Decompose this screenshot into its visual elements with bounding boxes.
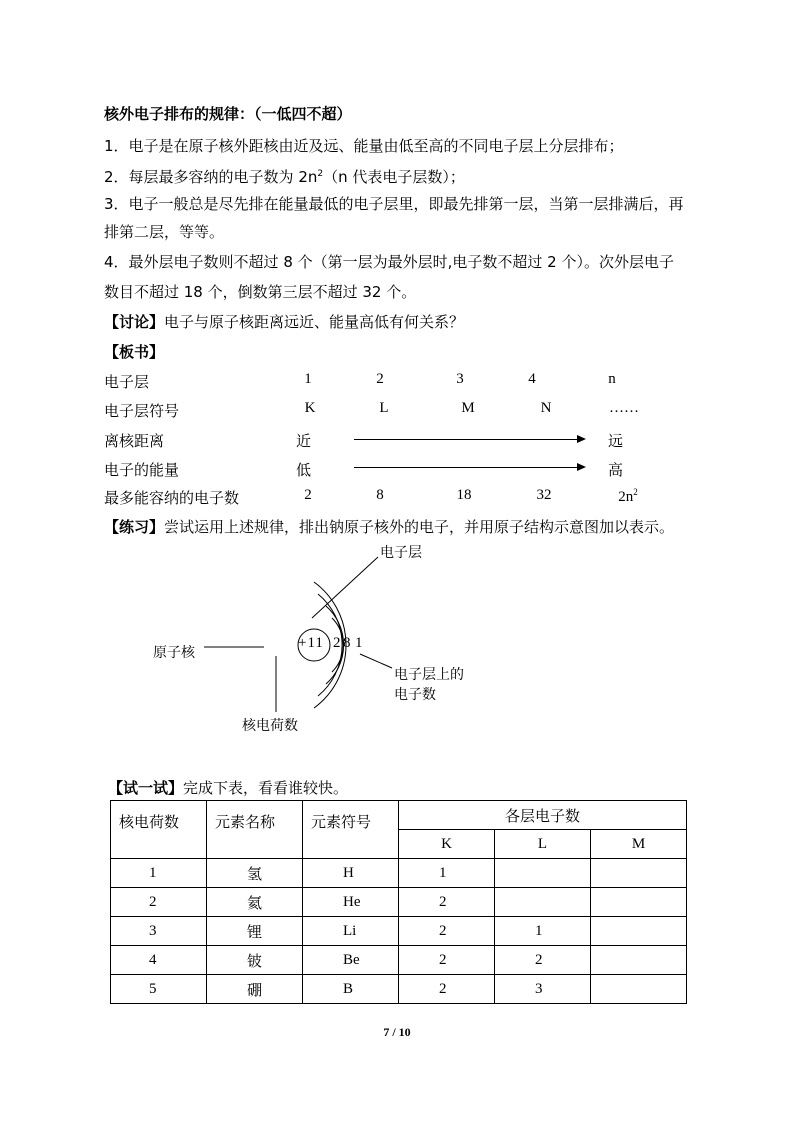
board-cell: ……	[609, 400, 639, 416]
cell-l[interactable]: 3	[495, 975, 591, 1004]
cell-charge: 1	[111, 859, 207, 888]
board-cell: L	[379, 400, 389, 416]
trial-tag: 【试一试】	[108, 779, 184, 797]
electron-count-label-1: 电子层上的	[394, 667, 464, 683]
board-row-shell	[104, 371, 664, 395]
board-cell: M	[461, 400, 475, 416]
atom-structure-diagram	[0, 535, 794, 745]
board-cell: 4	[528, 371, 536, 387]
shell-count: 1	[355, 635, 363, 651]
board-cell: 32	[536, 487, 552, 503]
cell-name: 铍	[207, 946, 303, 975]
cell-charge: 5	[111, 975, 207, 1004]
board-cell: 2	[304, 487, 312, 503]
board-tag: 【板书】	[104, 343, 165, 361]
board-row-symbol	[104, 400, 664, 424]
cell-name: 锂	[207, 917, 303, 946]
shell-count: 8	[343, 635, 351, 651]
page-number: 7 / 10	[383, 1025, 411, 1039]
rule-4b: 数目不超过 18 个，倒数第三层不超过 32 个。	[104, 283, 417, 301]
board-cell: K	[304, 400, 316, 416]
charge-label: 核电荷数	[242, 718, 298, 734]
table-row	[111, 946, 687, 975]
board-cell-base: 2n	[618, 489, 634, 505]
cell-k[interactable]: 2	[399, 946, 495, 975]
rule-2-post: （n 代表电子层数）；	[323, 168, 465, 186]
header-charge: 核电荷数	[111, 801, 207, 859]
rule-2	[104, 164, 465, 187]
cell-k[interactable]: 2	[399, 975, 495, 1004]
exercise-tag: 【练习】	[104, 518, 165, 536]
board-end: 高	[608, 461, 624, 479]
cell-k[interactable]: 1	[399, 859, 495, 888]
rule-2-sup: 2	[317, 169, 324, 179]
discussion-tag: 【讨论】	[104, 313, 165, 331]
shell-pointer-line	[312, 557, 378, 618]
cell-l[interactable]: 1	[495, 917, 591, 946]
arrow-right-icon	[354, 467, 584, 468]
cell-l[interactable]	[495, 888, 591, 917]
exercise-text: 尝试运用上述规律，排出钠原子核外的电子，并用原子结构示意图加以表示。	[164, 518, 675, 536]
cell-charge: 2	[111, 888, 207, 917]
cell-k[interactable]: 2	[399, 888, 495, 917]
cell-l[interactable]: 2	[495, 946, 591, 975]
board-row-label: 电子层符号	[104, 402, 180, 420]
board-row-capacity	[104, 487, 664, 511]
cell-symbol: Li	[303, 917, 399, 946]
header-symbol: 元素符号	[303, 801, 399, 859]
cell-charge: 3	[111, 917, 207, 946]
board-row-label: 离核距离	[104, 432, 165, 450]
table-row	[111, 975, 687, 1004]
board-row-label: 电子层	[104, 373, 150, 391]
header-m: M	[591, 830, 687, 859]
board-cell: N	[540, 400, 552, 416]
rule-3b: 排第二层，等等。	[104, 223, 225, 241]
board-row-label: 最多能容纳的电子数	[104, 489, 240, 507]
cell-name: 氦	[207, 888, 303, 917]
rule-1: 1．电子是在原子核外距核由近及远、能量由低至高的不同电子层上分层排布；	[104, 137, 624, 155]
nucleus-charge: +11	[298, 635, 324, 651]
header-l: L	[495, 830, 591, 859]
board-cell-sup: 2	[633, 487, 638, 497]
board-start: 低	[296, 461, 312, 479]
discussion-text: 电子与原子核距离远近、能量高低有何关系？	[164, 313, 465, 331]
table-row	[111, 859, 687, 888]
cell-name: 硼	[207, 975, 303, 1004]
board-cell: 3	[456, 371, 464, 387]
nucleus-label: 原子核	[153, 645, 195, 661]
electron-count-pointer-line	[360, 654, 392, 668]
table-row	[111, 888, 687, 917]
board-cell	[606, 487, 650, 506]
board-cell: 2	[376, 371, 384, 387]
board-end: 远	[608, 432, 624, 450]
board-start: 近	[296, 432, 312, 450]
table-row	[111, 917, 687, 946]
trial	[108, 778, 348, 798]
cell-name: 氢	[207, 859, 303, 888]
shell-label: 电子层	[380, 545, 422, 561]
board-row-energy	[104, 459, 664, 483]
board-cell: 18	[456, 487, 472, 503]
cell-m[interactable]	[591, 859, 687, 888]
cell-m[interactable]	[591, 917, 687, 946]
cell-m[interactable]	[591, 975, 687, 1004]
board-cell: n	[608, 371, 616, 387]
rule-2-pre: 2．每层最多容纳的电子数为 2n	[104, 168, 318, 186]
board-row-label: 电子的能量	[104, 461, 180, 479]
cell-symbol: Be	[303, 946, 399, 975]
electron-count-label-2: 电子数	[394, 687, 436, 703]
discussion	[104, 312, 464, 332]
rule-3a: 3．电子一般总是尽先排在能量最低的电子层里，即最先排第一层，当第一层排满后，再	[104, 195, 684, 213]
section-title: 核外电子排布的规律：（一低四不超）	[104, 105, 352, 123]
cell-m[interactable]	[591, 888, 687, 917]
cell-m[interactable]	[591, 946, 687, 975]
arrow-right-icon	[354, 439, 584, 440]
header-k: K	[399, 830, 495, 859]
rule-4a: 4．最外层电子数则不超过 8 个（第一层为最外层时,电子数不超过 2 个）。次外层电子	[104, 253, 674, 271]
board-cell: 1	[304, 371, 312, 387]
cell-symbol: H	[303, 859, 399, 888]
board-cell: 8	[376, 487, 384, 503]
header-name: 元素名称	[207, 801, 303, 859]
shell-count: 2	[333, 635, 341, 651]
cell-k[interactable]: 2	[399, 917, 495, 946]
cell-symbol: He	[303, 888, 399, 917]
cell-charge: 4	[111, 946, 207, 975]
cell-symbol: B	[303, 975, 399, 1004]
electron-table	[110, 800, 687, 1004]
cell-l[interactable]	[495, 859, 591, 888]
board-row-distance	[104, 430, 664, 454]
trial-text: 完成下表，看看谁较快。	[183, 779, 349, 797]
exercise	[104, 517, 674, 537]
header-shell-electrons: 各层电子数	[399, 801, 687, 830]
